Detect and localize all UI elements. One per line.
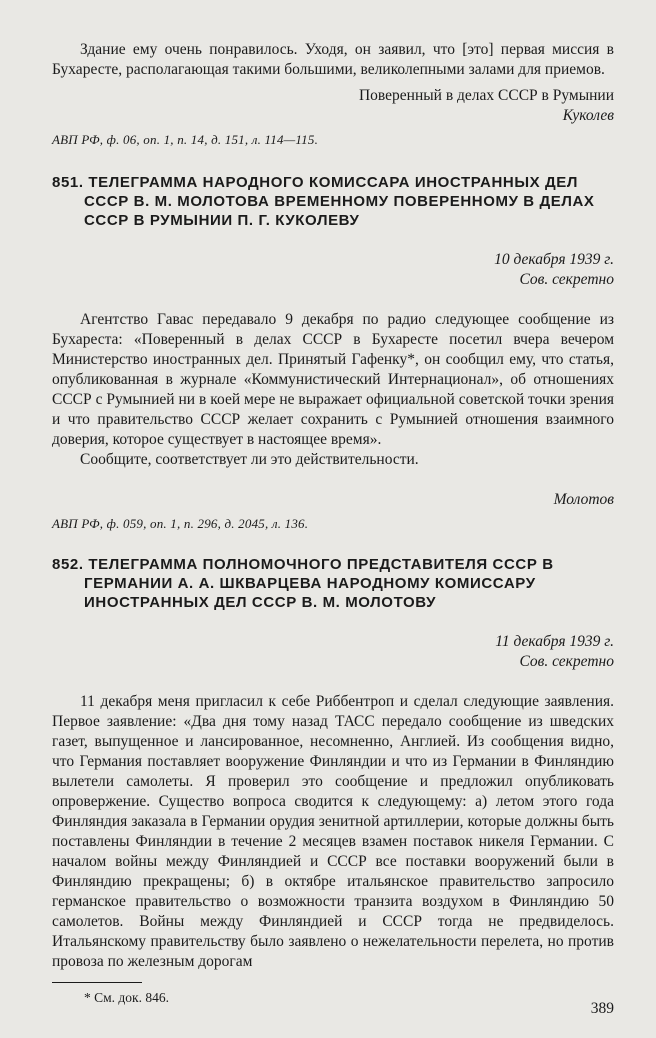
- signature-name: Куколев: [562, 107, 614, 124]
- body-paragraph: Сообщите, соответствует ли это действительности.: [80, 451, 419, 468]
- document-heading-852: 852. ТЕЛЕГРАММА ПОЛНОМОЧНОГО ПРЕДСТАВИТЕЛЯ СССР В ГЕРМАНИИ А. А. ШКВАРЦЕВА НАРОДНОМУ КОМИССАРУ ИНОСТРАННЫХ ДЕЛ СССР В. М. МОЛОТОВУ: [52, 556, 554, 611]
- body-paragraph: Агентство Гавас передавало 9 декабря по радио следующее сообщение из Бухареста: «Поверенный в делах СССР в Бухаресте посетил вчера вечером Министерство иностранных дел. Принятый Гафенку*, он сообщил ему, что статья, опубликованная в журнале «Коммунистический Интернационал», об отношениях СССР с Румынией ни в коей мере не выражает официальной советской точки зрения и что правительство СССР желает сохранить с Румынией отношения взаимного доверия, которое существует в настоящее время».: [52, 311, 614, 448]
- footnote-divider: [52, 982, 142, 983]
- archive-reference: АВП РФ, ф. 06, оп. 1, п. 14, д. 151, л. 114—115.: [52, 132, 319, 147]
- page-number: 389: [590, 1000, 614, 1017]
- signature-title: Поверенный в делах СССР в Румынии: [358, 87, 614, 104]
- date: 10 декабря 1939 г.: [494, 251, 614, 268]
- dateline-851: [52, 250, 614, 290]
- signature-block: [52, 86, 614, 126]
- signature-name: Молотов: [553, 491, 614, 508]
- archive-reference: АВП РФ, ф. 059, оп. 1, п. 296, д. 2045, л. 136.: [52, 516, 309, 531]
- dateline-852: [52, 632, 614, 672]
- continuation-paragraph: Здание ему очень понравилось. Уходя, он заявил, что [это] первая миссия в Бухаресте, располагающая такими большими, великолепными залами для приемов.: [52, 41, 614, 78]
- classification: Сов. секретно: [519, 653, 614, 670]
- date: 11 декабря 1939 г.: [495, 633, 614, 650]
- classification: Сов. секретно: [519, 271, 614, 288]
- footnote: * См. док. 846.: [84, 990, 169, 1005]
- body-paragraph: 11 декабря меня пригласил к себе Риббентроп и сделал следующие заявления. Первое заявление: «Два дня тому назад ТАСС передало сообщение из шведских газет, выпущенное и лансированное, несомненно, Англией. Из сообщения видно, что Германия поставляет вооружение Финляндии и что из Германии в Финляндию вылетели самолеты. Я проверил это сообщение и предложил опубликовать опровержение. Существо вопроса сводится к следующему: а) летом этого года Финляндия заказала в Германии орудия зенитной артиллерии, которые должны быть поставлены Финляндии в течение 2 месяцев взамен поставок никеля Германии. С началом войны между Финляндией и СССР все поставки вооружений были в Финляндию прекращены; б) в октябре итальянское правительство запросило германское правительство о возможности транзита воздухом в Финляндию 50 самолетов. Войны между Финляндией и СССР тогда не предвиделось. Итальянскому правительству было заявлено о нежелательности перелета, но против провоза по железным дорогам: [52, 693, 614, 970]
- signature-block: [52, 490, 614, 510]
- document-heading-851: 851. ТЕЛЕГРАММА НАРОДНОГО КОМИССАРА ИНОСТРАННЫХ ДЕЛ СССР В. М. МОЛОТОВА ВРЕМЕННОМУ ПОВЕРЕННОМУ В ДЕЛАХ СССР В РУМЫНИИ П. Г. КУКОЛЕВУ: [52, 174, 595, 229]
